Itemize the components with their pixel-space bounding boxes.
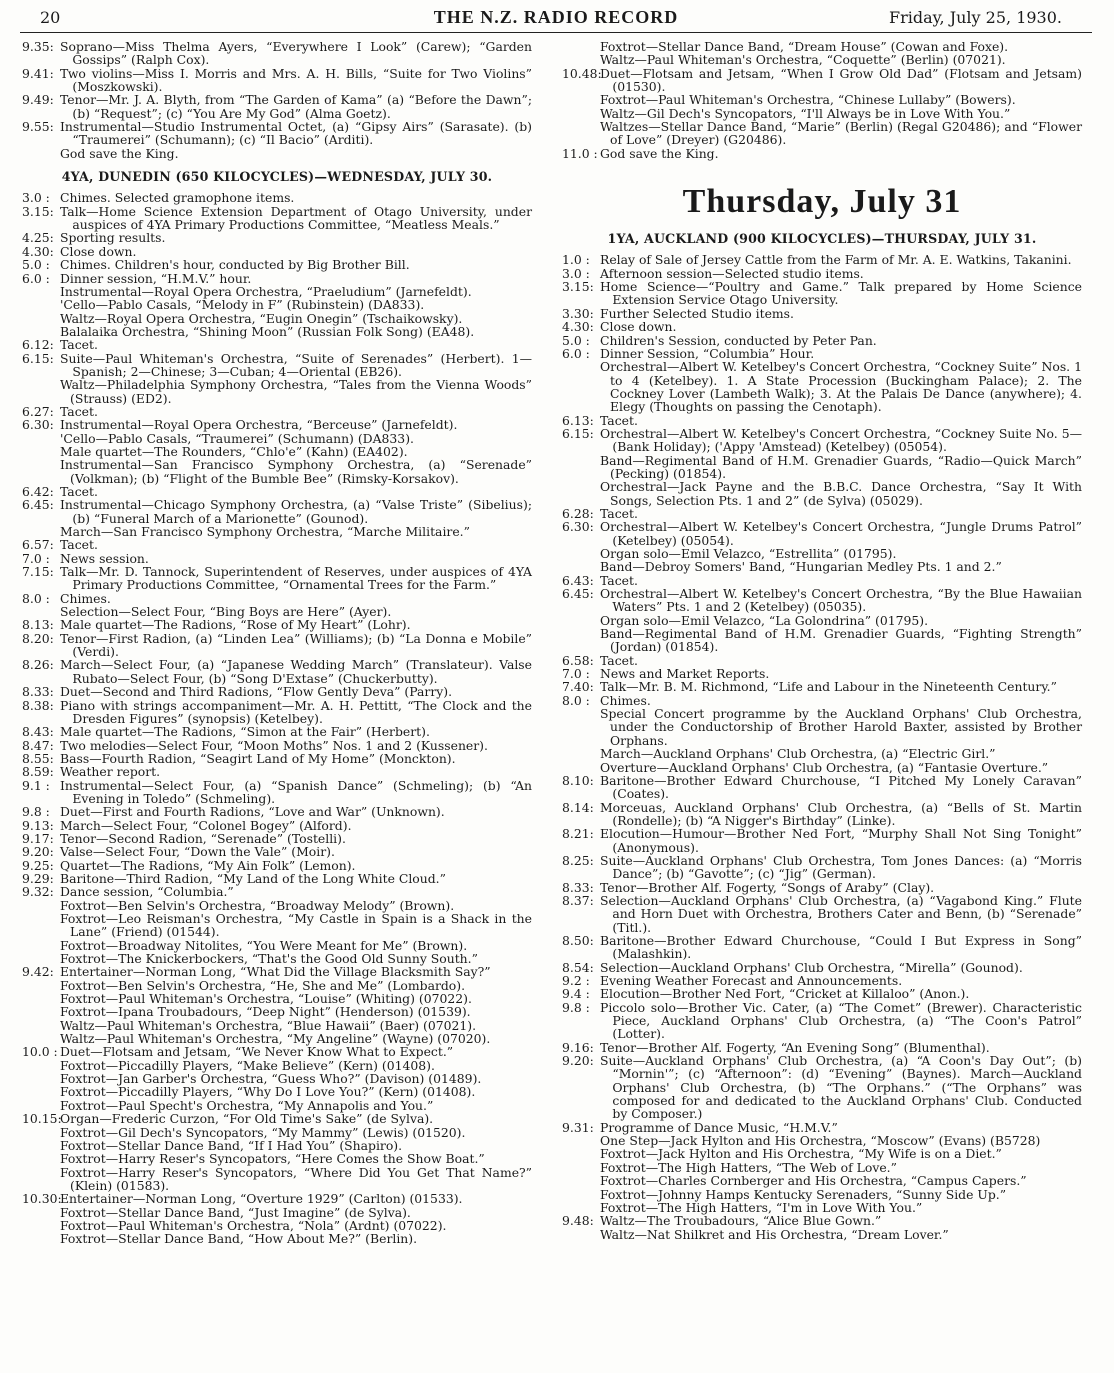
programme-entry: One Step—Jack Hylton and His Orchestra, “Moscow” (Evans) (B5728) bbox=[600, 1133, 1041, 1149]
programme-entry: Foxtrot—Ben Selvin's Orchestra, “He, She and Me” (Lombardo). bbox=[60, 977, 466, 993]
programme-entry bbox=[22, 872, 532, 885]
entry-text: Tenor—Brother Alf. Fogerty, “An Evening Song” (Blumenthal). bbox=[600, 1039, 990, 1055]
entry-text: Organ—Frederic Curzon, “For Old Time's Sake” (de Sylva). bbox=[60, 1111, 434, 1127]
entry-time: 3.0 : bbox=[22, 190, 50, 206]
entry-time: 9.35: bbox=[22, 39, 54, 54]
programme-entry: Foxtrot—Piccadilly Players, “Why Do I Love You?” (Kern) (01408). bbox=[60, 1084, 476, 1100]
entry-text: Chimes. Selected gramophone items. bbox=[60, 190, 295, 206]
programme-entry bbox=[562, 307, 1082, 320]
programme-entry: Special Concert programme by the Auckland Orphans' Club Orchestra, under the Conductorship of Brother Harold Baxter, assisted by Brother Orphans. bbox=[600, 706, 1082, 748]
entry-time: 8.0 : bbox=[562, 692, 590, 708]
entry-text: Piano with strings accompaniment—Mr. A. H. Pettitt, “The Clock and the Dresden Figures” (synopsis) (Ketelbey). bbox=[60, 697, 532, 726]
entry-text: God save the King. bbox=[600, 145, 719, 161]
entry-text: Dinner session, “H.M.V.” hour. bbox=[60, 270, 252, 286]
entry-time: 9.48: bbox=[562, 1213, 594, 1229]
entry-time: 3.15: bbox=[22, 203, 54, 219]
programme-entry bbox=[22, 245, 532, 258]
programme-entry bbox=[562, 881, 1082, 894]
entry-time: 8.55: bbox=[22, 750, 54, 766]
programme-entry: Foxtrot—Ipana Troubadours, “Deep Night” (Henderson) (01539). bbox=[60, 1004, 471, 1020]
programme-entry: Waltz—Paul Whiteman's Orchestra, “Coquette” (Berlin) (07021). bbox=[600, 52, 1006, 68]
entry-time: 9.13: bbox=[22, 817, 54, 833]
entry-time: 9.32: bbox=[22, 884, 54, 900]
entry-time: 5.0 : bbox=[562, 332, 590, 348]
programme-entry bbox=[562, 414, 1082, 427]
entry-text: Entertainer—Norman Long, “What Did the Village Blacksmith Say?” bbox=[60, 964, 491, 980]
programme-entry bbox=[22, 632, 532, 659]
programme-entry bbox=[562, 587, 1082, 614]
programme-entry: Foxtrot—Stellar Dance Band, “Dream House” (Cowan and Foxe). bbox=[600, 39, 1009, 54]
entry-text: Tenor—First Radion, (a) “Linden Lea” (Williams); (b) “La Donna e Mobile” (Verdi). bbox=[60, 630, 532, 660]
programme-entry bbox=[562, 320, 1082, 333]
programme-entry bbox=[22, 205, 532, 232]
entry-text: Bass—Fourth Radion, “Seagirt Land of My Home” (Monckton). bbox=[60, 750, 456, 766]
programme-entry: Male quartet—The Rounders, “Chlo'e” (Kahn) (EA402). bbox=[60, 443, 408, 459]
programme-entry: Foxtrot—Paul Whiteman's Orchestra, “Chinese Lullaby” (Bowers). bbox=[600, 92, 1016, 108]
programme-entry: Foxtrot—Ben Selvin's Orchestra, “Broadway Melody” (Brown). bbox=[60, 897, 455, 913]
programme-entry bbox=[22, 1045, 532, 1058]
entry-time: 7.40: bbox=[562, 679, 594, 695]
programme-entry bbox=[22, 819, 532, 832]
programme-entry bbox=[22, 67, 532, 94]
entry-time: 8.37: bbox=[562, 892, 594, 908]
programme-entry bbox=[562, 934, 1082, 961]
entry-text: Instrumental—Studio Instrumental Octet, (a) “Gipsy Airs” (Sarasate). (b) “Traumerei” (Schumann); (c) “Il Bacio” (Arditi). bbox=[60, 119, 532, 148]
programme-entry: Foxtrot—Paul Whiteman's Orchestra, “Louise” (Whiting) (07022). bbox=[60, 991, 472, 1007]
programme-entry bbox=[562, 694, 1082, 707]
entry-time: 8.54: bbox=[562, 959, 594, 975]
entry-text: Suite—Paul Whiteman's Orchestra, “Suite of Serenades” (Herbert). 1—Spanish; 2—Chinese; 3—Cuban; 4—Oriental (EB26). bbox=[60, 350, 532, 379]
programme-entry bbox=[562, 667, 1082, 680]
entry-text: Duet—Flotsam and Jetsam, “When I Grow Old Dad” (Flotsam and Jetsam) (01530). bbox=[600, 65, 1082, 95]
programme-entry: Foxtrot—Stellar Dance Band, “If I Had You” (Shapiro). bbox=[60, 1137, 403, 1153]
programme-entry bbox=[22, 765, 532, 778]
programme-entry bbox=[562, 427, 1082, 454]
entry-time: 8.33: bbox=[22, 684, 54, 700]
entry-time: 9.55: bbox=[22, 119, 54, 135]
programme-entry: Orchestral—Jack Payne and the B.B.C. Dance Orchestra, “Say It With Songs, Selection Pts. 1 and 2” (de Sylva) (05029). bbox=[600, 479, 1082, 508]
entry-text: March—Select Four, (a) “Japanese Wedding March” (Translateur). Valse Rubato—Select Four, (b) “Song D'Extase” (Chuckerbutty). bbox=[60, 657, 532, 686]
entry-time: 5.0 : bbox=[22, 257, 50, 273]
entry-text: Weather report. bbox=[60, 764, 161, 780]
programme-entry bbox=[562, 347, 1082, 360]
entry-text: Tacet. bbox=[60, 403, 98, 419]
entry-time: 8.10: bbox=[562, 772, 594, 788]
programme-entry bbox=[562, 67, 1082, 94]
entry-time: 8.38: bbox=[22, 697, 54, 713]
right-top-listing bbox=[562, 40, 1082, 160]
entry-time: 6.42: bbox=[22, 484, 54, 499]
programme-entry bbox=[22, 685, 532, 698]
right-column bbox=[562, 40, 1082, 1241]
entry-text: Chimes. bbox=[600, 692, 651, 708]
entry-time: 8.50: bbox=[562, 932, 594, 948]
programme-entry bbox=[22, 885, 532, 898]
entry-text: Sporting results. bbox=[60, 230, 166, 246]
entry-time: 8.59: bbox=[22, 764, 54, 780]
programme-entry: Foxtrot—Leo Reisman's Orchestra, “My Castle in Spain is a Shack in the Lane” (Friend) (01544). bbox=[60, 911, 532, 940]
entry-time: 4.25: bbox=[22, 230, 54, 246]
programme-entry bbox=[22, 859, 532, 872]
programme-entry: Band—Regimental Band of H.M. Grenadier Guards, “Radio—Quick March” (Pecking) (01854). bbox=[600, 452, 1082, 481]
entry-text: Tacet. bbox=[600, 505, 638, 521]
station-heading-4ya: 4YA, DUNEDIN (650 KILOCYCLES)—WEDNESDAY, JULY 30. bbox=[61, 169, 493, 185]
entry-text: Tenor—Second Radion, “Serenade” (Tostelli). bbox=[60, 830, 346, 846]
programme-entry: Foxtrot—Stellar Dance Band, “Just Imagine” (de Sylva). bbox=[60, 1204, 411, 1220]
entry-text: News and Market Reports. bbox=[600, 666, 770, 682]
programme-entry bbox=[562, 654, 1082, 667]
programme-entry bbox=[22, 752, 532, 765]
entry-text: News session. bbox=[60, 550, 149, 566]
entry-text: Selection—Auckland Orphans' Club Orchestra, (a) “Vagabond King.” Flute and Horn Duet with Orchestra, Brothers Cater and Benn, (b) “Serenade” (Titl.). bbox=[600, 892, 1082, 935]
programme-entry: Orchestral—Albert W. Ketelbey's Concert Orchestra, “Cockney Suite” Nos. 1 to 4 (Ketelbey). 1. A State Procession (Buckingham Palace); 2. The Cockney Lover (Lambeth Walk); 3. At the Palais De Dance (anywhere); 4. Elegy (Thoughts on passing the Cenotaph). bbox=[600, 359, 1082, 415]
left-column bbox=[22, 40, 532, 1246]
programme-entry bbox=[22, 592, 532, 605]
entry-text: Further Selected Studio items. bbox=[600, 305, 794, 321]
entry-text: Baritone—Brother Edward Churchouse, “Could I But Express in Song” (Malashkin). bbox=[600, 932, 1082, 962]
entry-time: 6.58: bbox=[562, 652, 594, 668]
programme-entry bbox=[22, 191, 532, 204]
entry-text: Male quartet—The Radions, “Simon at the Fair” (Herbert). bbox=[60, 724, 430, 740]
entry-text: Orchestral—Albert W. Ketelbey's Concert Orchestra, “Cockney Suite No. 5—(Bank Holiday); ('Appy 'Amstead) (Ketelbey) (05054). bbox=[600, 425, 1082, 455]
programme-entry: Overture—Auckland Orphans' Club Orchestra, (a) “Fantasie Overture.” bbox=[600, 759, 1049, 775]
entry-text: Duet—Second and Third Radions, “Flow Gently Deva” (Parry). bbox=[60, 684, 453, 700]
entry-time: 9.25: bbox=[22, 857, 54, 873]
entry-text: Instrumental—Royal Opera Orchestra, “Berceuse” (Jarnefeldt). bbox=[60, 417, 458, 433]
entry-time: 6.30: bbox=[562, 519, 594, 535]
entry-time: 6.0 : bbox=[22, 270, 50, 286]
entry-time: 10.30: bbox=[22, 1191, 62, 1207]
entry-time: 9.20: bbox=[22, 844, 54, 860]
entry-text: Orchestral—Albert W. Ketelbey's Concert Orchestra, “By the Blue Hawaiian Waters” Pts. 1 and 2 (Ketelbey) (05035). bbox=[600, 586, 1082, 615]
programme-entry: Foxtrot—The High Hatters, “I'm in Love With You.” bbox=[600, 1199, 923, 1215]
day-heading: Thursday, July 31 bbox=[682, 183, 962, 221]
programme-entry bbox=[562, 574, 1082, 587]
programme-entry: Organ solo—Emil Velazco, “Estrellita” (01795). bbox=[600, 546, 897, 561]
entry-text: Tacet. bbox=[600, 652, 638, 668]
programme-entry bbox=[22, 231, 532, 244]
programme-entry: Waltzes—Stellar Dance Band, “Marie” (Berlin) (Regal G20486); and “Flower of Love” (Dreyer) (G20486). bbox=[600, 119, 1082, 148]
entry-text: Waltz—The Troubadours, “Alice Blue Gown.” bbox=[600, 1213, 882, 1229]
entry-text: Suite—Auckland Orphans' Club Orchestra, Tom Jones Dances: (a) “Morris Dance”; (b) “Gavotte”; (c) “Jig” (German). bbox=[600, 852, 1082, 882]
programme-entry bbox=[22, 565, 532, 592]
entry-time: 8.26: bbox=[22, 657, 54, 673]
entry-time: 6.30: bbox=[22, 417, 54, 433]
entry-text: Tacet. bbox=[60, 484, 98, 499]
programme-entry bbox=[562, 1054, 1082, 1121]
programme-entry bbox=[22, 1112, 532, 1125]
programme-entry: Foxtrot—Jan Garber's Orchestra, “Guess Who?” (Davison) (01489). bbox=[60, 1071, 482, 1087]
entry-time: 6.15: bbox=[22, 350, 54, 366]
programme-entry bbox=[562, 1121, 1082, 1134]
programme-entry bbox=[562, 680, 1082, 693]
entry-time: 8.13: bbox=[22, 617, 54, 633]
entry-time: 6.57: bbox=[22, 537, 54, 553]
entry-time: 10.0 : bbox=[22, 1044, 58, 1060]
entry-text: March—Select Four, “Colonel Bogey” (Alford). bbox=[60, 817, 352, 833]
programme-entry bbox=[22, 1192, 532, 1205]
entry-text: Tacet. bbox=[60, 537, 98, 553]
programme-entry: Organ solo—Emil Velazco, “La Golondrina” (01795). bbox=[600, 612, 929, 628]
entry-time: 9.49: bbox=[22, 92, 54, 108]
programme-entry: 'Cello—Pablo Casals, “Traumerei” (Schumann) (DA833). bbox=[60, 430, 414, 446]
entry-text: Baritone—Third Radion, “My Land of the Long White Cloud.” bbox=[60, 870, 446, 886]
entry-time: 9.41: bbox=[22, 65, 54, 81]
programme-entry bbox=[562, 267, 1082, 280]
programme-entry bbox=[562, 974, 1082, 987]
programme-entry bbox=[562, 774, 1082, 801]
programme-entry bbox=[562, 961, 1082, 974]
programme-entry: Foxtrot—The Knickerbockers, “That's the Good Old Sunny South.” bbox=[60, 951, 478, 967]
programme-entry bbox=[562, 520, 1082, 547]
entry-text: Children's Session, conducted by Peter Pan. bbox=[600, 332, 877, 348]
entry-time: 9.31: bbox=[562, 1119, 594, 1135]
entry-time: 10.48: bbox=[562, 65, 602, 81]
entry-time: 9.2 : bbox=[562, 973, 590, 988]
entry-time: 11.0 : bbox=[562, 145, 598, 161]
programme-entry: Foxtrot—Charles Cornberger and His Orchestra, “Campus Capers.” bbox=[600, 1173, 1027, 1189]
entry-time: 10.15: bbox=[22, 1111, 62, 1127]
programme-entry bbox=[22, 965, 532, 978]
programme-entry: Foxtrot—Paul Whiteman's Orchestra, “Nola” (Ardnt) (07022). bbox=[60, 1217, 447, 1233]
entry-time: 9.1 : bbox=[22, 777, 50, 793]
entry-text: Talk—Mr. D. Tannock, Superintendent of Reserves, under auspices of 4YA Primary Productions Committee, “Ornamental Trees for the Farm.” bbox=[60, 564, 532, 593]
entry-text: Duet—Flotsam and Jetsam, “We Never Know What to Expect.” bbox=[60, 1044, 454, 1060]
entry-text: Soprano—Miss Thelma Ayers, “Everywhere I Look” (Carew); “Garden Gossips” (Ralph Cox). bbox=[60, 39, 532, 68]
programme-entry bbox=[562, 854, 1082, 881]
entry-time: 1.0 : bbox=[562, 252, 590, 268]
entry-text: Relay of Sale of Jersey Cattle from the Farm of Mr. A. E. Watkins, Takanini. bbox=[600, 252, 1072, 268]
programme-entry bbox=[562, 1041, 1082, 1054]
entry-time: 3.30: bbox=[562, 305, 594, 321]
entry-time: 6.15: bbox=[562, 425, 594, 441]
entry-time: 6.12: bbox=[22, 337, 54, 353]
programme-entry: Foxtrot—Jack Hylton and His Orchestra, “My Wife is on a Diet.” bbox=[600, 1146, 1002, 1162]
programme-entry bbox=[22, 93, 532, 120]
entry-time: 9.42: bbox=[22, 964, 54, 980]
programme-entry bbox=[22, 845, 532, 858]
programme-entry bbox=[22, 498, 532, 525]
entry-text: Talk—Mr. B. M. Richmond, “Life and Labour in the Nineteenth Century.” bbox=[600, 679, 1057, 695]
entry-text: Two violins—Miss I. Morris and Mrs. A. H. Bills, “Suite for Two Violins” (Moszkowski). bbox=[60, 65, 532, 95]
entry-text: Tacet. bbox=[600, 572, 638, 588]
programme-entry bbox=[22, 805, 532, 818]
entry-text: Dinner Session, “Columbia” Hour. bbox=[600, 345, 815, 361]
issue-date: Friday, July 25, 1930. bbox=[888, 8, 1062, 27]
entry-text: Chimes. bbox=[60, 590, 111, 606]
entry-text: Entertainer—Norman Long, “Overture 1929” (Carlton) (01533). bbox=[60, 1191, 463, 1207]
entry-time: 9.4 : bbox=[562, 986, 590, 1002]
programme-entry: Instrumental—Royal Opera Orchestra, “Praeludium” (Jarnefeldt). bbox=[60, 283, 472, 299]
entry-time: 7.15: bbox=[22, 564, 54, 580]
entry-time: 8.47: bbox=[22, 737, 54, 753]
programme-entry: Instrumental—San Francisco Symphony Orchestra, (a) “Serenade” (Volkman); (b) “Flight of the Bumble Bee” (Rimsky-Korsakov). bbox=[60, 457, 532, 486]
programme-entry bbox=[22, 338, 532, 351]
entry-text: Evening Weather Forecast and Announcements. bbox=[600, 973, 903, 988]
entry-text: Male quartet—The Radions, “Rose of My Heart” (Lohr). bbox=[60, 617, 411, 633]
programme-entry: Foxtrot—Harry Reser's Syncopators, “Here Comes the Show Boat.” bbox=[60, 1151, 485, 1167]
entry-text: Chimes. Children's hour, conducted by Big Brother Bill. bbox=[60, 257, 410, 273]
programme-entry: 'Cello—Pablo Casals, “Melody in F” (Rubinstein) (DA833). bbox=[60, 297, 425, 313]
programme-entry: Waltz—Paul Whiteman's Orchestra, “My Angeline” (Wayne) (07020). bbox=[60, 1031, 491, 1047]
programme-entry bbox=[22, 352, 532, 379]
entry-time: 8.21: bbox=[562, 826, 594, 842]
left-top-listing bbox=[22, 40, 532, 147]
entry-text: Orchestral—Albert W. Ketelbey's Concert Orchestra, “Jungle Drums Patrol” (Ketelbey) (05054). bbox=[600, 519, 1082, 548]
entry-text: Suite—Auckland Orphans' Club Orchestra, (a) “A Coon's Day Out”; (b) “Mornin'”; (c) “Afternoon”: (d) “Evening” (Baynes). March—Auckland Orphans' Club Orchestra, (b) “The Orphans.” (“The Orphans” was composed for and dedicated to the Auckland Orphans' Club. Conducted by Composer.) bbox=[600, 1053, 1082, 1122]
entry-time: 6.45: bbox=[562, 586, 594, 602]
entry-text: Tacet. bbox=[60, 337, 98, 353]
entry-time: 9.17: bbox=[22, 830, 54, 846]
programme-entry bbox=[562, 334, 1082, 347]
programme-entry: March—Auckland Orphans' Club Orchestra, (a) “Electric Girl.” bbox=[600, 746, 996, 762]
entry-time: 6.28: bbox=[562, 505, 594, 521]
programme-entry bbox=[22, 725, 532, 738]
programme-entry bbox=[22, 485, 532, 498]
programme-entry bbox=[562, 1001, 1082, 1041]
entry-text: Tacet. bbox=[600, 412, 638, 428]
entry-time: 7.0 : bbox=[562, 666, 590, 682]
entry-time: 9.29: bbox=[22, 870, 54, 886]
programme-entry bbox=[22, 739, 532, 752]
programme-entry bbox=[22, 779, 532, 806]
entry-text: Tenor—Mr. J. A. Blyth, from “The Garden of Kama” (a) “Before the Dawn”; (b) “Request”; (c) “You Are My God” (Alma Goetz). bbox=[60, 92, 532, 121]
entry-time: 3.15: bbox=[562, 279, 594, 295]
entry-text: Afternoon session—Selected studio items. bbox=[600, 265, 864, 281]
publication-title: THE N.Z. RADIO RECORD bbox=[433, 7, 679, 27]
programme-entry: Foxtrot—Gil Dech's Syncopators, “My Mammy” (Lewis) (01520). bbox=[60, 1124, 466, 1140]
entry-text: Close down. bbox=[60, 243, 137, 259]
programme-entry: Foxtrot—Broadway Nitolites, “You Were Meant for Me” (Brown). bbox=[60, 937, 468, 953]
entry-time: 6.43: bbox=[562, 572, 594, 588]
programme-entry bbox=[562, 894, 1082, 934]
entry-text: Baritone—Brother Edward Churchouse, “I Pitched My Lonely Caravan” (Coates). bbox=[600, 772, 1082, 802]
entry-time: 6.27: bbox=[22, 403, 54, 419]
programme-entry: Waltz—Philadelphia Symphony Orchestra, “Tales from the Vienna Woods” (Strauss) (ED2). bbox=[60, 377, 532, 406]
entry-text: Selection—Auckland Orphans' Club Orchestra, “Mirella” (Gounod). bbox=[600, 959, 1023, 975]
entry-time: 9.20: bbox=[562, 1053, 594, 1069]
entry-time: 3.0 : bbox=[562, 265, 590, 281]
entry-time: 4.30: bbox=[562, 319, 594, 335]
programme-entry: Foxtrot—The High Hatters, “The Web of Love.” bbox=[600, 1159, 897, 1175]
programme-entry bbox=[562, 280, 1082, 307]
entry-text: Duet—First and Fourth Radions, “Love and War” (Unknown). bbox=[60, 804, 445, 820]
programme-entry bbox=[562, 253, 1082, 266]
entry-text: Quartet—The Radions, “My Ain Folk” (Lemon). bbox=[60, 857, 356, 873]
entry-time: 4.30: bbox=[22, 243, 54, 259]
entry-time: 8.0 : bbox=[22, 590, 50, 606]
programme-entry bbox=[562, 827, 1082, 854]
programme-entry: Balalaika Orchestra, “Shining Moon” (Russian Folk Song) (EA48). bbox=[60, 323, 475, 339]
programme-entry bbox=[22, 538, 532, 551]
station-1ya-programme bbox=[562, 253, 1082, 1240]
entry-time: 9.8 : bbox=[22, 804, 50, 820]
station-4ya-programme bbox=[22, 191, 532, 1245]
programme-entry: Waltz—Paul Whiteman's Orchestra, “Blue Hawaii” (Baer) (07021). bbox=[60, 1017, 477, 1033]
programme-entry bbox=[22, 552, 532, 565]
entry-text: Elocution—Humour—Brother Ned Fort, “Murphy Shall Not Sing Tonight” (Anonymous). bbox=[600, 826, 1082, 855]
programme-entry bbox=[22, 658, 532, 685]
entry-text: Two melodies—Select Four, “Moon Moths” Nos. 1 and 2 (Kussener). bbox=[60, 737, 488, 753]
entry-time: 9.8 : bbox=[562, 999, 590, 1015]
entry-time: 6.45: bbox=[22, 497, 54, 513]
programme-entry: Waltz—Nat Shilkret and His Orchestra, “Dream Lover.” bbox=[600, 1226, 949, 1242]
entry-time: 8.25: bbox=[562, 852, 594, 868]
programme-entry: Foxtrot—Stellar Dance Band, “How About Me?” (Berlin). bbox=[60, 1231, 418, 1247]
programme-entry bbox=[22, 699, 532, 726]
entry-text: Valse—Select Four, “Down the Vale” (Moir). bbox=[60, 844, 335, 860]
programme-entry: March—San Francisco Symphony Orchestra, “Marche Militaire.” bbox=[60, 524, 470, 540]
programme-entry: Band—Regimental Band of H.M. Grenadier Guards, “Fighting Strength” (Jordan) (01854). bbox=[600, 626, 1082, 655]
programme-entry: Waltz—Royal Opera Orchestra, “Eugin Onegin” (Tschaikowsky). bbox=[60, 310, 463, 326]
entry-time: 8.43: bbox=[22, 724, 54, 740]
entry-text: Close down. bbox=[600, 319, 677, 335]
entry-text: Instrumental—Select Four, (a) “Spanish Dance” (Schmeling); (b) “An Evening in Toledo” (Schmeling). bbox=[60, 777, 532, 806]
entry-text: Elocution—Brother Ned Fort, “Cricket at Killaloo” (Anon.). bbox=[600, 986, 970, 1002]
entry-text: Dance session, “Columbia.” bbox=[60, 884, 234, 900]
programme-entry: Foxtrot—Paul Specht's Orchestra, “My Annapolis and You.” bbox=[60, 1097, 434, 1113]
entry-time: 8.20: bbox=[22, 630, 54, 646]
entry-time: 8.33: bbox=[562, 879, 594, 895]
station-heading-1ya: 1YA, AUCKLAND (900 KILOCYCLES)—THURSDAY, JULY 31. bbox=[607, 231, 1037, 247]
entry-time: 9.16: bbox=[562, 1039, 594, 1055]
entry-time: 7.0 : bbox=[22, 550, 50, 566]
programme-entry bbox=[22, 405, 532, 418]
programme-entry: Waltz—Gil Dech's Syncopators, “I'll Always be in Love With You.” bbox=[600, 105, 1011, 121]
programme-entry bbox=[22, 40, 532, 67]
programme-entry bbox=[562, 801, 1082, 828]
programme-entry bbox=[562, 1214, 1082, 1227]
page-number: 20 bbox=[40, 8, 61, 27]
closing-line: God save the King. bbox=[60, 145, 179, 161]
programme-entry: Foxtrot—Johnny Hamps Kentucky Serenaders, “Sunny Side Up.” bbox=[600, 1186, 1007, 1202]
programme-entry bbox=[562, 147, 1082, 160]
programme-entry bbox=[22, 258, 532, 271]
programme-entry bbox=[22, 272, 532, 285]
programme-entry: Foxtrot—Harry Reser's Syncopators, “Where Did You Get That Name?” (Klein) (01583). bbox=[60, 1164, 532, 1193]
programme-entry bbox=[22, 418, 532, 431]
programme-entry: Band—Debroy Somers' Band, “Hungarian Medley Pts. 1 and 2.” bbox=[600, 559, 1002, 575]
entry-text: Home Science—“Poultry and Game.” Talk prepared by Home Science Extension Service Otago University. bbox=[600, 279, 1082, 308]
entry-time: 8.14: bbox=[562, 799, 594, 815]
programme-entry bbox=[22, 832, 532, 845]
entry-text: Talk—Home Science Extension Department of Otago University, under auspices of 4YA Primary Productions Committee, “Meatless Meals.” bbox=[60, 203, 532, 233]
entry-text: Instrumental—Chicago Symphony Orchestra, (a) “Valse Triste” (Sibelius); (b) “Funeral March of a Marionette” (Gounod). bbox=[60, 497, 532, 526]
entry-text: Tenor—Brother Alf. Fogerty, “Songs of Araby” (Clay). bbox=[600, 879, 935, 895]
programme-entry bbox=[22, 120, 532, 147]
programme-entry bbox=[562, 987, 1082, 1000]
programme-entry: Foxtrot—Piccadilly Players, “Make Believe” (Kern) (01408). bbox=[60, 1057, 435, 1073]
entry-text: Programme of Dance Music, “H.M.V.” bbox=[600, 1119, 838, 1135]
entry-text: Morceuas, Auckland Orphans' Club Orchestra, (a) “Bells of St. Martin (Rondelle); (b) “A Nigger's Birthday” (Linke). bbox=[600, 799, 1082, 828]
entry-text: Piccolo solo—Brother Vic. Cater, (a) “The Comet” (Brewer). Characteristic Piece, Auckland Orphans' Club Orchestra, (a) “The Coon's Patrol” (Lotter). bbox=[600, 999, 1082, 1042]
page-header bbox=[20, 6, 1092, 33]
entry-time: 6.13: bbox=[562, 412, 594, 428]
programme-entry bbox=[562, 507, 1082, 520]
entry-time: 6.0 : bbox=[562, 345, 590, 361]
programme-entry bbox=[22, 618, 532, 631]
programme-entry: Selection—Select Four, “Bing Boys are Here” (Ayer). bbox=[60, 604, 392, 620]
